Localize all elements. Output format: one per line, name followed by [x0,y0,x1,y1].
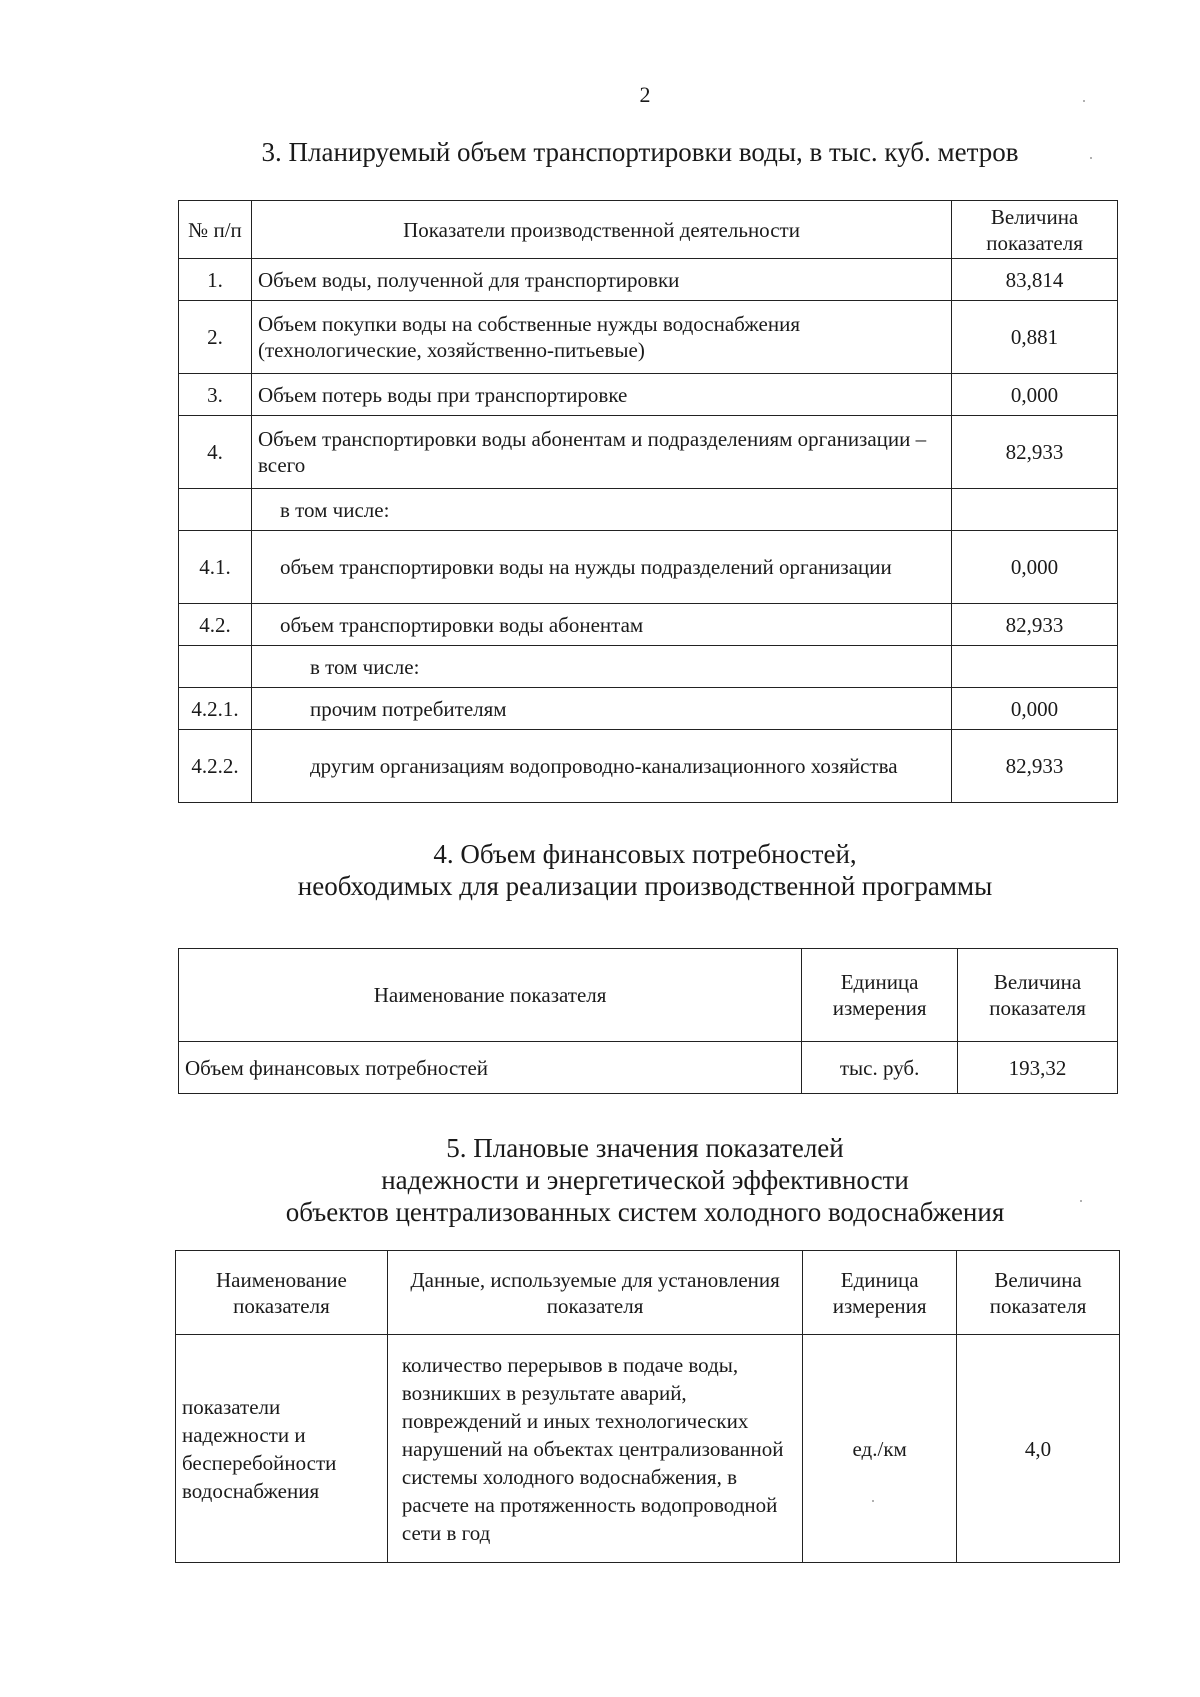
row-value: 82,933 [952,604,1118,646]
row-num: 4. [179,416,252,489]
table-header-row [179,201,1118,259]
row-value: 82,933 [952,730,1118,803]
row-name: другим организациям водопроводно-канализационного хозяйства [251,730,951,803]
header-data: Данные, используемые для установления показателя [387,1251,802,1335]
reliability-indicator-name: показатели надежности и бесперебойности водоснабжения [176,1335,388,1563]
reliability-indicator-value: 4,0 [957,1335,1120,1563]
table-row [176,1335,1120,1563]
table-row [179,688,1118,730]
row-num: 2. [179,301,252,374]
table-row [179,531,1118,604]
header-value: Величина показателя [958,949,1118,1042]
reliability-indicator-data: количество перерывов в подаче воды, возникших в результате аварий, повреждений и иных технологических нарушений на объектах централизованной системы холодного водоснабжения, в расчете на протяженность водопроводной сети в год [387,1335,802,1563]
table-row [179,259,1118,301]
row-num: 3. [179,374,252,416]
row-value: 0,000 [952,374,1118,416]
header-name: Наименование показателя [176,1251,388,1335]
page-number: 2 [639,82,651,107]
row-num: 4.2. [179,604,252,646]
header-unit: Единица измерения [803,1251,957,1335]
section-4-title-line1: 4. Объем финансовых потребностей, [433,839,857,869]
row-value: 83,814 [952,259,1118,301]
row-value: 0,881 [952,301,1118,374]
table-row [179,604,1118,646]
section-3-title: 3. Планируемый объем транспортировки воды, в тыс. куб. метров [261,137,1019,167]
row-value: 0,000 [952,531,1118,604]
header-indicator: Показатели производственной деятельности [251,201,951,259]
scan-speck [872,1500,874,1502]
section-5-title-line2: надежности и энергетической эффективности [381,1165,909,1195]
table-row [179,1042,1118,1094]
row-num [179,646,252,688]
row-name: объем транспортировки воды абонентам [251,604,951,646]
row-num: 4.2.2. [179,730,252,803]
section-4-title-line2: необходимых для реализации производственной программы [297,871,993,901]
row-num: 4.1. [179,531,252,604]
scan-speck [1080,1200,1082,1202]
table-row [179,416,1118,489]
financial-needs-value: 193,32 [958,1042,1118,1094]
row-name: Объем воды, полученной для транспортировки [251,259,951,301]
row-name: в том числе: [251,489,951,531]
reliability-indicators-table [175,1250,1120,1563]
table-header-row [176,1251,1120,1335]
header-value: Величина показателя [952,201,1118,259]
row-value: 82,933 [952,416,1118,489]
transport-volume-table [178,200,1118,803]
header-num: № п/п [179,201,252,259]
row-name: Объем транспортировки воды абонентам и подразделениям организации – всего [251,416,951,489]
financial-needs-label: Объем финансовых потребностей [179,1042,802,1094]
row-num: 1. [179,259,252,301]
row-value [952,646,1118,688]
scan-speck [1083,100,1085,102]
row-num: 4.2.1. [179,688,252,730]
header-unit: Единица измерения [802,949,958,1042]
row-name: объем транспортировки воды на нужды подразделений организации [251,531,951,604]
header-value: Величина показателя [957,1251,1120,1335]
table-row [179,730,1118,803]
row-name: прочим потребителям [251,688,951,730]
table-row [179,646,1118,688]
table-row [179,301,1118,374]
row-name: в том числе: [251,646,951,688]
row-name: Объем покупки воды на собственные нужды водоснабжения (технологические, хозяйственно-питьевые) [251,301,951,374]
section-5-title-line1: 5. Плановые значения показателей [446,1133,844,1163]
row-name: Объем потерь воды при транспортировке [251,374,951,416]
section-5-title-line3: объектов централизованных систем холодного водоснабжения [285,1197,1005,1227]
scan-speck [1090,157,1092,159]
row-num [179,489,252,531]
table-row [179,489,1118,531]
financial-needs-table [178,948,1118,1094]
row-value [952,489,1118,531]
financial-needs-unit: тыс. руб. [802,1042,958,1094]
row-value: 0,000 [952,688,1118,730]
header-name: Наименование показателя [179,949,802,1042]
reliability-indicator-unit: ед./км [803,1335,957,1563]
table-header-row [179,949,1118,1042]
table-row [179,374,1118,416]
